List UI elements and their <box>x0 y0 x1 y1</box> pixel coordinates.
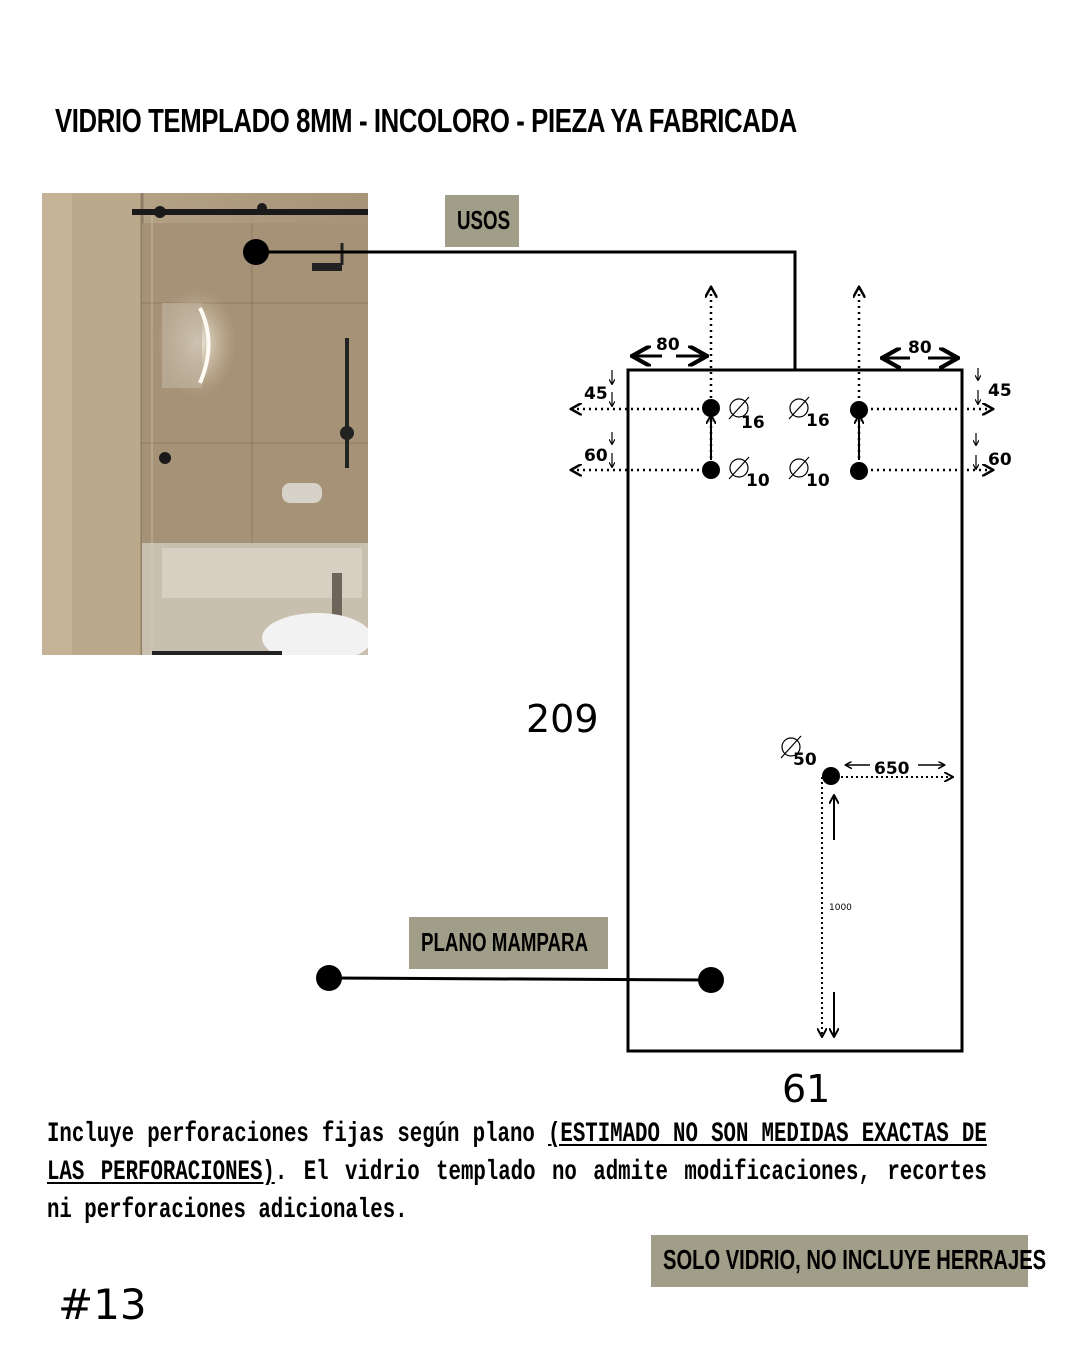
dim-row2-left: 60 <box>584 446 608 466</box>
dim-handle-side: 650 <box>874 759 910 779</box>
diameter-label-top-left: 16 <box>741 413 765 433</box>
dim-row1-left: 45 <box>584 384 608 404</box>
usos-callout <box>243 239 795 370</box>
plano-callout <box>316 965 724 993</box>
hole-top-left <box>702 399 720 417</box>
usos-tag: USOS <box>445 195 519 247</box>
dim-handle-bottom: 1000 <box>829 903 852 913</box>
hole-mid-left <box>702 461 720 479</box>
description-disclaimer: (ESTIMADO NO SON MEDIDAS EXACTAS DE LAS PERFORACIONES) <box>47 1119 987 1188</box>
dim-top-left-80: 80 <box>656 335 680 355</box>
page-title: VIDRIO TEMPLADO 8MM - INCOLORO - PIEZA YA FABRICADA <box>55 102 797 139</box>
diameter-label-top-right: 16 <box>806 411 830 431</box>
diameter-label-mid-right: 10 <box>806 471 830 491</box>
dim-width: 61 <box>782 1067 831 1111</box>
plano-mampara-tag: PLANO MAMPARA <box>409 917 608 969</box>
description: Incluye perforaciones fijas según plano (ESTIMADO NO SON MEDIDAS EXACTAS DE LAS PERFORACIONES). El vidrio templado no admite modificaciones, recortes ni perforaciones adicionales. <box>47 1119 987 1226</box>
solo-vidrio-tag: SOLO VIDRIO, NO INCLUYE HERRAJES <box>651 1235 1028 1287</box>
dim-row1-right: 45 <box>988 381 1012 401</box>
hole-top-right <box>850 401 868 419</box>
diameter-label-mid-left: 10 <box>746 471 770 491</box>
dim-row2-right: 60 <box>988 450 1012 470</box>
diameter-label-handle: 50 <box>793 750 817 770</box>
dim-height: 209 <box>526 697 599 741</box>
hole-mid-right <box>850 462 868 480</box>
dim-top-right-80: 80 <box>908 338 932 358</box>
item-code: #13 <box>58 1280 147 1329</box>
